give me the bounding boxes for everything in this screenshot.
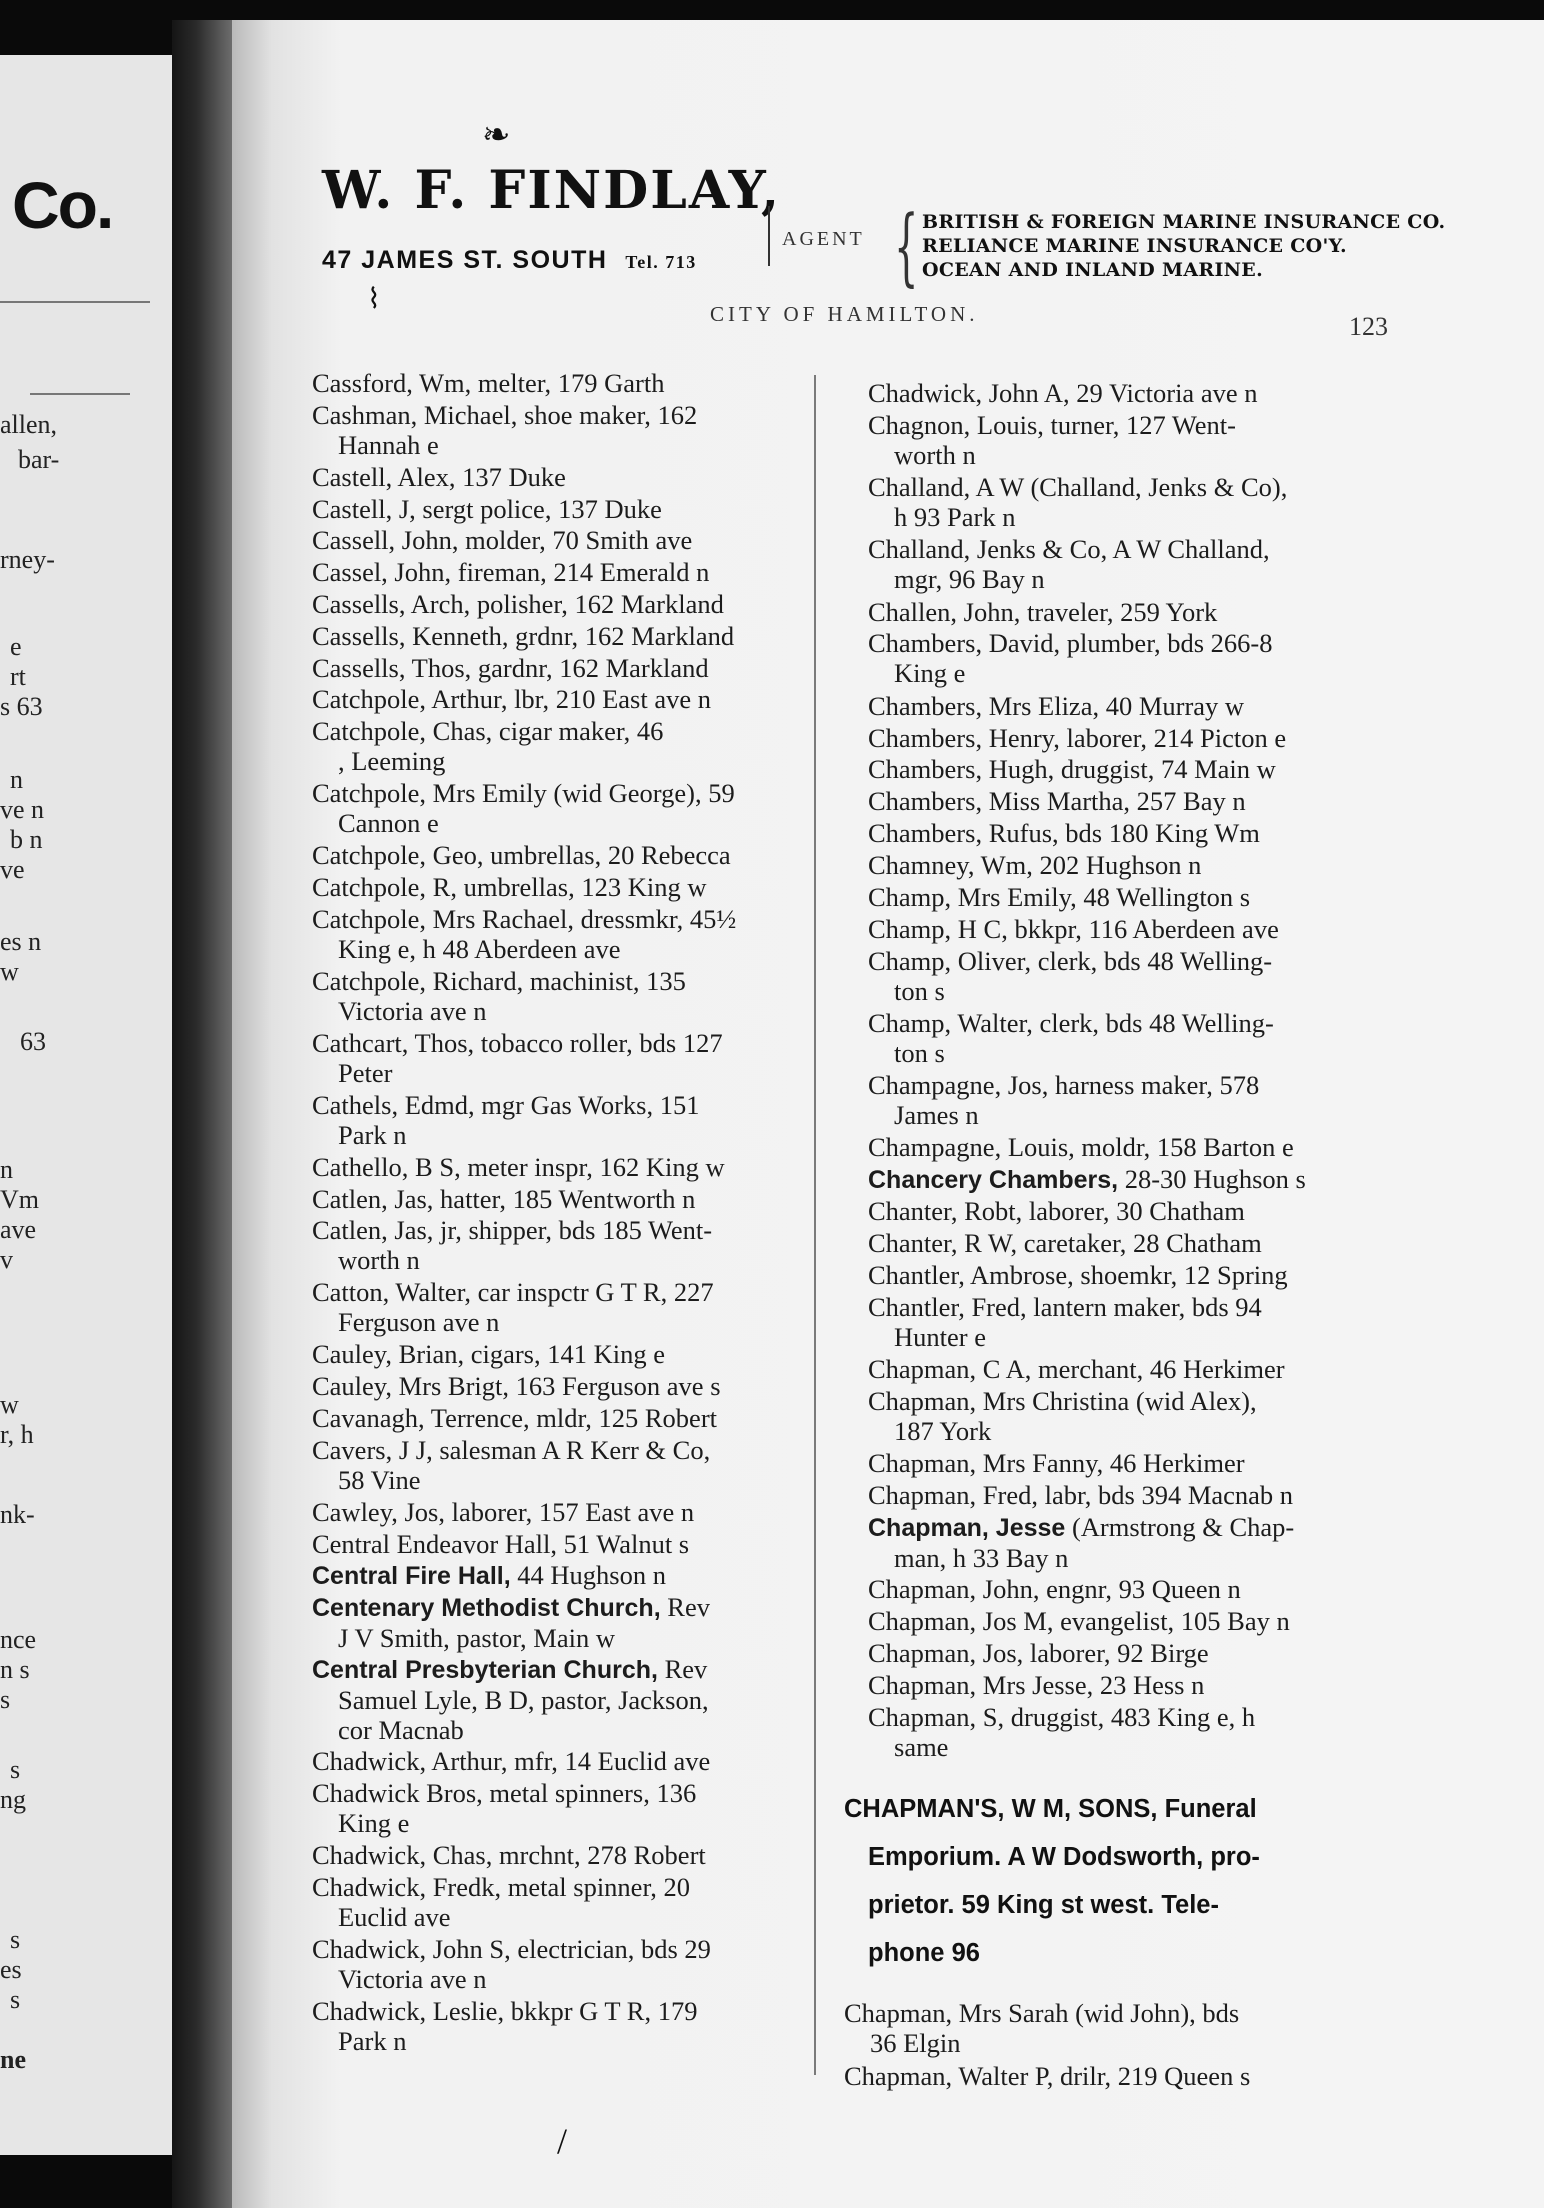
entry-text: Cassells, Thos, gardnr, 162 Markland <box>312 652 709 683</box>
entry-text: Challen, John, traveler, 259 York <box>868 596 1218 627</box>
entry-continuation: 36 Elgin <box>870 2028 961 2058</box>
previous-page-fragment: s <box>10 1925 21 1954</box>
directory-entry <box>868 472 1287 532</box>
previous-page-fragment: s <box>10 1755 21 1784</box>
entry-text: Chapman, Mrs Sarah (wid John), bds <box>844 1998 1240 2028</box>
directory-entry <box>868 534 1270 594</box>
entry-continuation: Hunter e <box>894 1321 986 1352</box>
entry-text: Chambers, Hugh, druggist, 74 Main w <box>868 754 1276 785</box>
entry-bold-name: Centenary Methodist Church, <box>312 1594 661 1623</box>
entry-continuation: man, h 33 Bay n <box>894 1543 1069 1573</box>
directory-entry <box>868 914 1279 944</box>
directory-entry <box>868 1606 1290 1636</box>
entry-continuation: h 93 Park n <box>894 502 1016 533</box>
entry-text: Chadwick Bros, metal spinners, 136 <box>312 1778 697 1809</box>
entry-continuation: same <box>894 1731 949 1762</box>
directory-entry <box>312 1277 714 1337</box>
directory-entry <box>868 1574 1241 1604</box>
entry-text: Chadwick, John S, electrician, bds 29 <box>312 1934 711 1964</box>
previous-page-fragments <box>0 410 172 2110</box>
previous-page-fragment: ve <box>0 855 25 884</box>
directory-entry <box>868 1008 1274 1068</box>
entry-text: Chanter, R W, caretaker, 28 Chatham <box>868 1228 1262 1259</box>
directory-entry <box>312 1497 694 1527</box>
entry-text: Chadwick, John A, 29 Victoria ave n <box>868 378 1258 408</box>
running-head: CITY OF HAMILTON. <box>710 302 979 326</box>
entry-continuation: worth n <box>338 1245 420 1276</box>
directory-entry <box>312 872 707 902</box>
directory-entry <box>868 723 1286 753</box>
entry-text: Catchpole, Chas, cigar maker, 46 <box>312 716 664 747</box>
advertiser-address <box>322 246 697 275</box>
advertisement-line: prietor. 59 King st west. Tele- <box>868 1891 1219 1919</box>
entry-bold-name: Central Presbyterian Church, <box>312 1656 658 1685</box>
directory-entry <box>312 1371 721 1401</box>
directory-entry <box>868 1354 1285 1384</box>
entry-continuation: ton s <box>894 1038 945 1068</box>
directory-entry <box>868 946 1272 1006</box>
directory-entry <box>312 1028 723 1088</box>
entry-text: 28-30 Hughson s <box>1118 1164 1306 1195</box>
entry-text: Catchpole, Richard, machinist, 135 <box>312 965 686 996</box>
advertisement-line: CHAPMAN'S, W M, SONS, Funeral <box>844 1795 1257 1823</box>
address-text: 47 JAMES ST. SOUTH <box>322 246 608 274</box>
directory-entry <box>312 1435 710 1495</box>
directory-entry <box>868 818 1260 848</box>
entry-continuation: Samuel Lyle, B D, pastor, Jackson, <box>338 1685 709 1716</box>
entry-text: Chambers, Miss Martha, 257 Bay n <box>868 786 1246 817</box>
entry-text: Chambers, Henry, laborer, 214 Picton e <box>868 722 1287 753</box>
previous-page-title: Co. <box>12 168 113 242</box>
entry-text: Challand, Jenks & Co, A W Challand, <box>868 534 1270 565</box>
entry-text: Catchpole, Geo, umbrellas, 20 Rebecca <box>312 840 731 871</box>
previous-page-strip <box>0 55 172 2155</box>
entry-text: Catlen, Jas, jr, shipper, bds 185 Went- <box>312 1215 713 1246</box>
entry-text: Cavers, J J, salesman A R Kerr & Co, <box>312 1434 711 1465</box>
entry-text: Chapman, Jos M, evangelist, 105 Bay n <box>868 1606 1290 1637</box>
directory-entry <box>312 1152 725 1182</box>
previous-page-fragment: rt <box>10 662 26 691</box>
directory-entry <box>312 1090 700 1150</box>
page-number: 123 <box>1349 312 1388 341</box>
entry-text: Challand, A W (Challand, Jenks & Co), <box>868 472 1288 503</box>
entry-text: Chambers, David, plumber, bds 266-8 <box>868 628 1273 659</box>
entry-continuation: worth n <box>894 439 976 470</box>
entry-text: Champ, Oliver, clerk, bds 48 Welling- <box>868 945 1273 976</box>
divider <box>30 393 130 395</box>
company-line: RELIANCE MARINE INSURANCE CO'Y. <box>922 235 1347 257</box>
entry-text: Chadwick, Chas, mrchnt, 278 Robert <box>312 1840 706 1871</box>
directory-entry <box>312 840 731 870</box>
directory-entry <box>868 1702 1255 1762</box>
entry-text: Chantler, Fred, lantern maker, bds 94 <box>868 1291 1262 1322</box>
binding-gutter <box>172 20 232 2208</box>
entry-text: Catchpole, Mrs Rachael, dressmkr, 45½ <box>312 903 737 934</box>
company-line: BRITISH & FOREIGN MARINE INSURANCE CO. <box>922 211 1446 233</box>
entry-text: Rev <box>657 1654 708 1685</box>
directory-entry <box>868 754 1276 784</box>
directory-entry <box>312 557 709 587</box>
entry-text: Cathcart, Thos, tobacco roller, bds 127 <box>312 1027 723 1058</box>
directory-entry <box>868 1448 1245 1478</box>
entry-text: Catchpole, Arthur, lbr, 210 East ave n <box>312 684 711 715</box>
directory-entry <box>868 1164 1306 1195</box>
previous-page-fragment: v <box>0 1245 13 1274</box>
entry-text: Cathello, B S, meter inspr, 162 King w <box>312 1151 725 1182</box>
entry-text: Chadwick, Arthur, mfr, 14 Euclid ave <box>312 1746 711 1777</box>
previous-page-fragment: w <box>0 1390 19 1419</box>
ink-mark: / <box>557 2121 568 2161</box>
previous-page-fragment: es <box>0 1955 22 1984</box>
entry-text: Champ, Walter, clerk, bds 48 Welling- <box>868 1008 1274 1038</box>
directory-entry <box>868 378 1257 408</box>
telephone: Tel. 713 <box>625 252 697 272</box>
entry-text: Chadwick, Fredk, metal spinner, 20 <box>312 1872 690 1902</box>
previous-page-fragment: es n <box>0 927 42 956</box>
entry-text: Chadwick, Leslie, bkkpr G T R, 179 <box>312 1996 698 2026</box>
entry-continuation: Cannon e <box>338 808 439 839</box>
directory-entry <box>868 597 1217 627</box>
directory-entry <box>312 684 711 714</box>
entry-text: Rev <box>660 1592 710 1623</box>
previous-page-fragment: w <box>0 957 19 986</box>
directory-entry <box>868 1228 1262 1258</box>
directory-entry <box>312 1840 706 1870</box>
advertisement-line: Emporium. A W Dodsworth, pro- <box>868 1843 1260 1871</box>
directory-entry <box>868 1386 1257 1446</box>
previous-page-fragment: 63 <box>20 1027 46 1056</box>
entry-continuation: Park n <box>338 2026 407 2056</box>
directory-entry <box>312 1996 697 2056</box>
directory-entry <box>312 1215 712 1275</box>
previous-page-fragment: nk- <box>0 1500 35 1529</box>
entry-text: Champagne, Louis, moldr, 158 Barton e <box>868 1132 1294 1163</box>
directory-entry <box>312 653 709 683</box>
directory-entry <box>312 1403 717 1433</box>
directory-entry <box>868 850 1201 880</box>
entry-text: Chapman, Jos, laborer, 92 Birge <box>868 1638 1209 1668</box>
directory-entry <box>868 882 1250 912</box>
previous-page-fragment: ng <box>0 1785 26 1814</box>
previous-page-fragment: s 63 <box>0 692 43 721</box>
previous-page-fragment: n <box>0 1155 13 1184</box>
entry-continuation: cor Macnab <box>338 1715 464 1746</box>
directory-entry <box>312 1872 690 1932</box>
advertisement-line: phone 96 <box>868 1939 980 1967</box>
entry-text: Cavanagh, Terrence, mldr, 125 Robert <box>312 1403 718 1433</box>
entry-text: Chapman, Mrs Christina (wid Alex), <box>868 1386 1257 1416</box>
entry-text: Cassells, Kenneth, grdnr, 162 Markland <box>312 620 735 651</box>
entry-text: Chambers, Mrs Eliza, 40 Murray w <box>868 690 1245 721</box>
directory-entry <box>312 621 734 651</box>
previous-page-fragment: ne <box>0 2045 26 2074</box>
previous-page-fragment: nce <box>0 1625 37 1654</box>
entry-continuation: Victoria ave n <box>338 995 487 1026</box>
directory-entry <box>868 1070 1259 1130</box>
company-line: OCEAN AND INLAND MARINE. <box>922 259 1264 281</box>
directory-entry <box>868 410 1236 470</box>
directory-entry <box>312 778 735 838</box>
directory-entry <box>312 1934 711 1994</box>
directory-entry <box>312 368 664 398</box>
directory-entry <box>868 1196 1245 1226</box>
header-divider <box>768 206 770 266</box>
entry-text: Catlen, Jas, hatter, 185 Wentworth n <box>312 1183 696 1214</box>
previous-page-fragment: ve n <box>0 795 45 824</box>
directory-entry <box>868 1670 1204 1700</box>
entry-bold-name: Chancery Chambers, <box>868 1166 1119 1195</box>
entry-text: Chapman, Mrs Fanny, 46 Herkimer <box>868 1448 1245 1479</box>
entry-text: Cassford, Wm, melter, 179 Garth <box>312 368 665 398</box>
directory-entry <box>312 1746 710 1776</box>
entry-bold-name: Chapman, Jesse <box>868 1514 1066 1542</box>
previous-page-fragment: s <box>10 1985 21 2014</box>
entry-text: Chagnon, Louis, turner, 127 Went- <box>868 409 1236 440</box>
previous-page-fragment: e <box>10 632 22 661</box>
divider <box>0 301 150 303</box>
directory-entry <box>868 628 1272 688</box>
entry-text: Chanter, Robt, laborer, 30 Chatham <box>868 1196 1245 1227</box>
directory-page <box>232 20 1544 2208</box>
entry-continuation: King e <box>338 1808 410 1839</box>
entry-text: Cassells, Arch, polisher, 162 Markland <box>312 589 724 619</box>
entry-continuation: 58 Vine <box>338 1464 421 1495</box>
entry-text: Champagne, Jos, harness maker, 578 <box>868 1070 1260 1101</box>
entry-text: Chapman, John, engnr, 93 Queen n <box>868 1574 1241 1605</box>
ink-mark: ❧ <box>482 117 511 154</box>
entry-continuation: , Leeming <box>338 746 446 777</box>
entry-text: Central Endeavor Hall, 51 Walnut s <box>312 1528 690 1559</box>
insurance-companies <box>922 210 1445 282</box>
previous-page-fragment: b n <box>10 825 43 854</box>
previous-page-fragment: allen, <box>0 410 58 439</box>
entry-continuation: Euclid ave <box>338 1902 451 1932</box>
entry-continuation: Victoria ave n <box>338 1964 487 1994</box>
directory-entry <box>312 400 697 460</box>
previous-page-fragment: bar- <box>18 445 60 474</box>
entry-text: Champ, Mrs Emily, 48 Wellington s <box>868 882 1251 912</box>
directory-entry <box>312 1592 710 1653</box>
entry-continuation: James n <box>894 1100 979 1131</box>
directory-entry <box>312 1184 695 1214</box>
entry-text: Chapman, Walter P, drilr, 219 Queen s <box>844 2060 1251 2091</box>
directory-entry <box>312 589 724 619</box>
previous-page-fragment: rney- <box>0 545 55 574</box>
entry-text: Cassell, John, molder, 70 Smith ave <box>312 525 693 556</box>
advertiser-name: W. F. FINDLAY, <box>322 160 782 221</box>
directory-entry <box>868 1638 1209 1668</box>
directory-entry <box>868 1132 1294 1162</box>
entry-text: Champ, H C, bkkpr, 116 Aberdeen ave <box>868 913 1279 944</box>
directory-entry <box>312 966 686 1026</box>
entry-text: Catchpole, R, umbrellas, 123 King w <box>312 872 707 902</box>
entry-text: Chapman, C A, merchant, 46 Herkimer <box>868 1354 1285 1385</box>
column-divider <box>814 375 816 2075</box>
entry-continuation: King e, h 48 Aberdeen ave <box>338 933 621 964</box>
directory-entry <box>312 1529 689 1559</box>
directory-entry <box>868 691 1244 721</box>
entry-text: Chapman, Fred, labr, bds 394 Macnab n <box>868 1480 1294 1511</box>
entry-text: Catton, Walter, car inspctr G T R, 227 <box>312 1277 714 1308</box>
entry-text: Catchpole, Mrs Emily (wid George), 59 <box>312 778 735 809</box>
entry-continuation: ton s <box>894 975 945 1006</box>
agent-label: AGENT <box>782 228 865 250</box>
entry-text: (Armstrong & Chap- <box>1065 1512 1295 1542</box>
previous-page-fragment: r, h <box>0 1420 34 1449</box>
brace-glyph: { <box>894 196 919 296</box>
entry-text: Chambers, Rufus, bds 180 King Wm <box>868 818 1260 849</box>
entry-text: Cauley, Mrs Brigt, 163 Ferguson ave s <box>312 1371 721 1402</box>
directory-entry <box>312 462 566 492</box>
entry-text: Chamney, Wm, 202 Hughson n <box>868 850 1202 881</box>
previous-page-fragment: Vm <box>0 1185 39 1214</box>
directory-entry <box>312 525 692 555</box>
previous-page-fragment: n <box>10 765 23 794</box>
ink-mark: ⌇ <box>367 284 381 315</box>
entry-continuation: 187 York <box>894 1416 992 1446</box>
entry-text: Chantler, Ambrose, shoemkr, 12 Spring <box>868 1260 1288 1290</box>
entry-text: Castell, J, sergt police, 137 Duke <box>312 493 662 524</box>
entry-text: Cassel, John, fireman, 214 Emerald n <box>312 557 710 588</box>
entry-continuation: Park n <box>338 1119 407 1150</box>
directory-entry <box>312 1339 665 1369</box>
directory-entry <box>312 494 662 524</box>
directory-entry <box>868 1292 1262 1352</box>
directory-entry <box>312 1560 666 1591</box>
entry-continuation: Peter <box>338 1057 393 1088</box>
entry-continuation: Hannah e <box>338 429 439 460</box>
entry-text: Cathels, Edmd, mgr Gas Works, 151 <box>312 1089 700 1120</box>
previous-page-fragment: n s <box>0 1655 30 1684</box>
entry-text: Cashman, Michael, shoe maker, 162 <box>312 399 698 430</box>
previous-page-fragment: s <box>0 1685 11 1714</box>
directory-entry <box>312 716 663 776</box>
directory-entry <box>844 2061 1250 2091</box>
directory-entry <box>844 1998 1239 2058</box>
directory-entry <box>868 1260 1288 1290</box>
entry-bold-name: Central Fire Hall, <box>312 1562 511 1591</box>
directory-entry <box>868 1480 1293 1510</box>
directory-entry <box>312 904 736 964</box>
entry-text: Cauley, Brian, cigars, 141 King e <box>312 1339 666 1370</box>
directory-entry <box>868 786 1246 816</box>
directory-entry <box>868 1512 1294 1573</box>
entry-continuation: mgr, 96 Bay n <box>894 564 1045 595</box>
entry-text: Chapman, S, druggist, 483 King e, h <box>868 1701 1256 1732</box>
previous-page-fragment: ave <box>0 1215 37 1244</box>
directory-entry <box>312 1778 696 1838</box>
entry-continuation: King e <box>894 658 966 689</box>
entry-text: Castell, Alex, 137 Duke <box>312 461 566 492</box>
entry-continuation: Ferguson ave n <box>338 1307 500 1338</box>
entry-continuation: J V Smith, pastor, Main w <box>338 1623 615 1654</box>
entry-text: 44 Hughson n <box>510 1560 666 1591</box>
entry-text: Cawley, Jos, laborer, 157 East ave n <box>312 1496 695 1527</box>
directory-entry <box>312 1654 709 1745</box>
entry-text: Chapman, Mrs Jesse, 23 Hess n <box>868 1669 1205 1700</box>
